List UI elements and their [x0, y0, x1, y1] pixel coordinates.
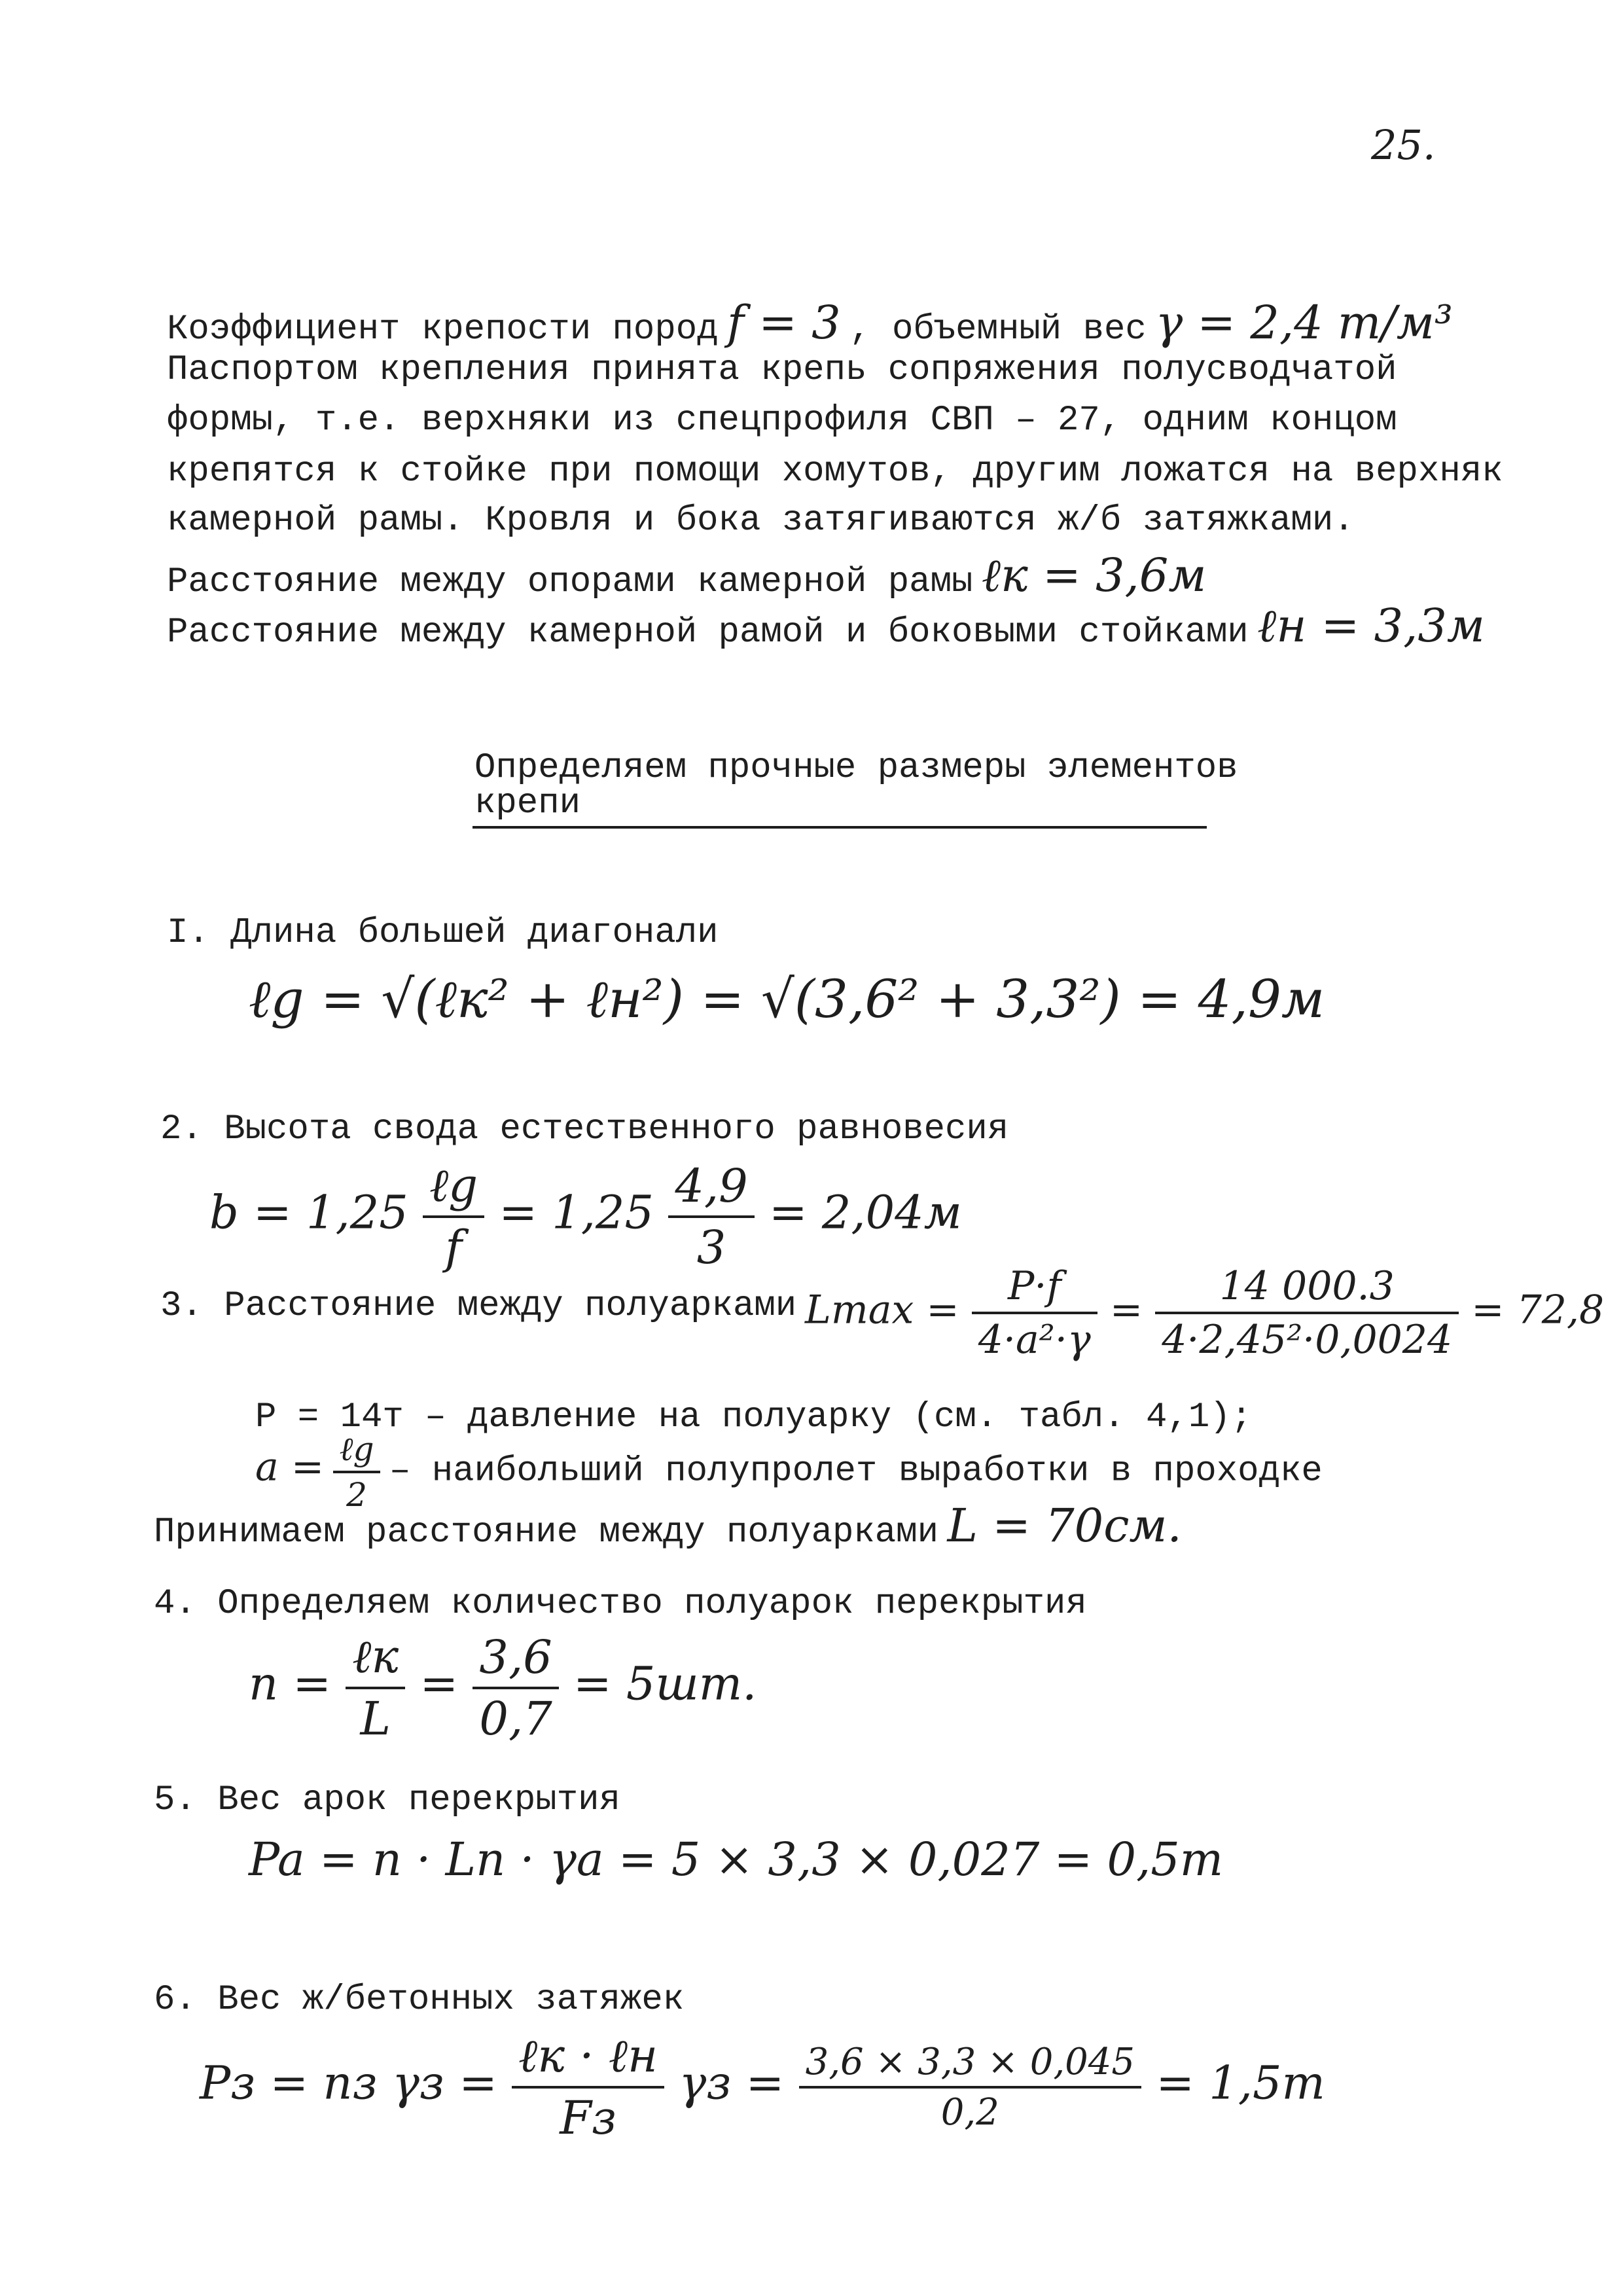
item-4-label: 4. Определяем количество полуарок перекрытия [154, 1584, 1087, 1624]
lmax-fraction-2 [1155, 1263, 1459, 1363]
accepted-spacing-value: L = 70см. [947, 1499, 1182, 1552]
diagonal-formula: ℓg = √(ℓк² + ℓн²) = √(3,6² + 3,3²) = 4,9м [249, 969, 1325, 1030]
accepted-spacing-line [154, 1499, 1182, 1552]
intro-line-5: камерной рамы. Кровля и бока затягиваются ж/б затяжками. [167, 501, 1355, 541]
item-3-row [160, 1283, 796, 1326]
section-title-line-1: Определяем прочные размеры элементов [474, 748, 1238, 788]
fraction-numerator: 4,9 [668, 1159, 754, 1218]
fraction-denominator: Fз [560, 2091, 616, 2145]
item-2-label: 2. Высота свода естественного равновесия [160, 1109, 1009, 1149]
fraction-numerator: 3,6 [473, 1630, 558, 1689]
chamber-span: ℓк = 3,6м [981, 548, 1207, 602]
lmax-lhs: Lmax = [805, 1287, 959, 1333]
count-lhs: n = [249, 1657, 331, 1711]
intro-l7-text: Расстояние между камерной рамой и боковыми стойками [167, 613, 1249, 653]
intro-l6-text: Расстояние между опорами камерной рамы [167, 562, 973, 602]
lagging-result: = 1,5т [1156, 2056, 1325, 2110]
item-3-label: 3. Расстояние между полуарками [160, 1286, 797, 1326]
count-eq: = [419, 1657, 459, 1711]
lagging-fraction-2 [799, 2041, 1141, 2134]
fraction-numerator: ℓg [423, 1158, 484, 1218]
half-arch-spacing-formula [805, 1263, 1604, 1363]
arch-height-mid: = 1,25 [499, 1185, 654, 1240]
fraction-denominator: 4·a²·γ [978, 1317, 1091, 1363]
arch-height-lhs: b = 1,25 [209, 1185, 408, 1240]
lmax-fraction-1 [972, 1263, 1097, 1363]
intro-line-4: крепятся к стойке при помощи хомутов, другим ложатся на верхняк [167, 452, 1503, 492]
strength-coefficient: f = 3 [727, 296, 841, 350]
intro-line-7 [167, 599, 1485, 653]
lmax-eq: = [1109, 1287, 1143, 1333]
arch-height-formula [209, 1158, 962, 1274]
item-6-label: 6. Вес ж/бетонных затяжек [154, 1980, 685, 2020]
count-fraction-1 [346, 1630, 405, 1746]
lagging-fraction-1 [512, 2029, 664, 2145]
fraction-denominator: L [360, 1692, 391, 1746]
half-span-lhs: a = [255, 1444, 325, 1490]
fraction-numerator: 3,6 × 3,3 × 0,045 [799, 2041, 1141, 2089]
arch-weight-formula: Pa = n · Ln · γa = 5 × 3,3 × 0,027 = 0,5т [249, 1833, 1224, 1886]
fraction-denominator: 0,7 [479, 1691, 552, 1746]
arch-height-fraction-1 [423, 1158, 484, 1274]
item-1-label: I. Длина большей диагонали [167, 913, 719, 953]
intro-line-6 [167, 548, 1206, 603]
page-number: 25. [1371, 121, 1436, 169]
lagging-lhs: Pз = nз γз = [200, 2056, 497, 2110]
fraction-numerator: ℓg [333, 1430, 381, 1473]
lagging-mid: γз = [679, 2056, 785, 2110]
fraction-denominator: f [445, 1221, 463, 1274]
lagging-weight-formula [200, 2029, 1325, 2145]
fraction-denominator: 4·2,45²·0,0024 [1162, 1317, 1453, 1363]
fraction-numerator: ℓк [346, 1630, 405, 1689]
half-arch-count-formula [249, 1630, 757, 1746]
intro-l1-mid: , объемный вес [849, 310, 1147, 350]
intro-l1-text: Коэффициент крепости пород [167, 310, 719, 350]
half-span-text: – наибольший полупролет выработки в проходке [389, 1451, 1323, 1492]
fraction-denominator: 2 [346, 1476, 367, 1514]
count-fraction-2 [473, 1630, 558, 1746]
fraction-numerator: 14 000.3 [1155, 1263, 1459, 1314]
pressure-text: P = 14т – давление на полуарку (см. табл. 4,1); [255, 1397, 1253, 1437]
intro-line-1 [167, 296, 1453, 350]
intro-line-2: Паспортом крепления принята крепь сопряжения полусводчатой [167, 350, 1397, 390]
fraction-numerator: ℓк · ℓн [512, 2029, 664, 2089]
section-title-underline [473, 826, 1207, 829]
fraction-denominator: 3 [696, 1220, 726, 1274]
item-5-label: 5. Вес арок перекрытия [154, 1780, 620, 1820]
arch-height-fraction-2 [668, 1159, 754, 1274]
lmax-result: = 72,8 [1471, 1287, 1605, 1333]
fraction-denominator: 0,2 [940, 2090, 999, 2134]
accepted-spacing-text: Принимаем расстояние между полуарками [154, 1513, 938, 1552]
count-result: = 5шт. [573, 1657, 757, 1711]
fraction-numerator: P·f [972, 1263, 1097, 1314]
arch-height-result: = 2,04м [768, 1185, 962, 1240]
intro-line-3: формы, т.е. верхняки из спецпрофиля СВП – 27, одним концом [167, 401, 1397, 440]
side-span: ℓн = 3,3м [1257, 599, 1485, 653]
section-title-line-2: крепи [474, 783, 581, 823]
volume-weight: γ = 2,4 т/м³ [1155, 296, 1453, 350]
